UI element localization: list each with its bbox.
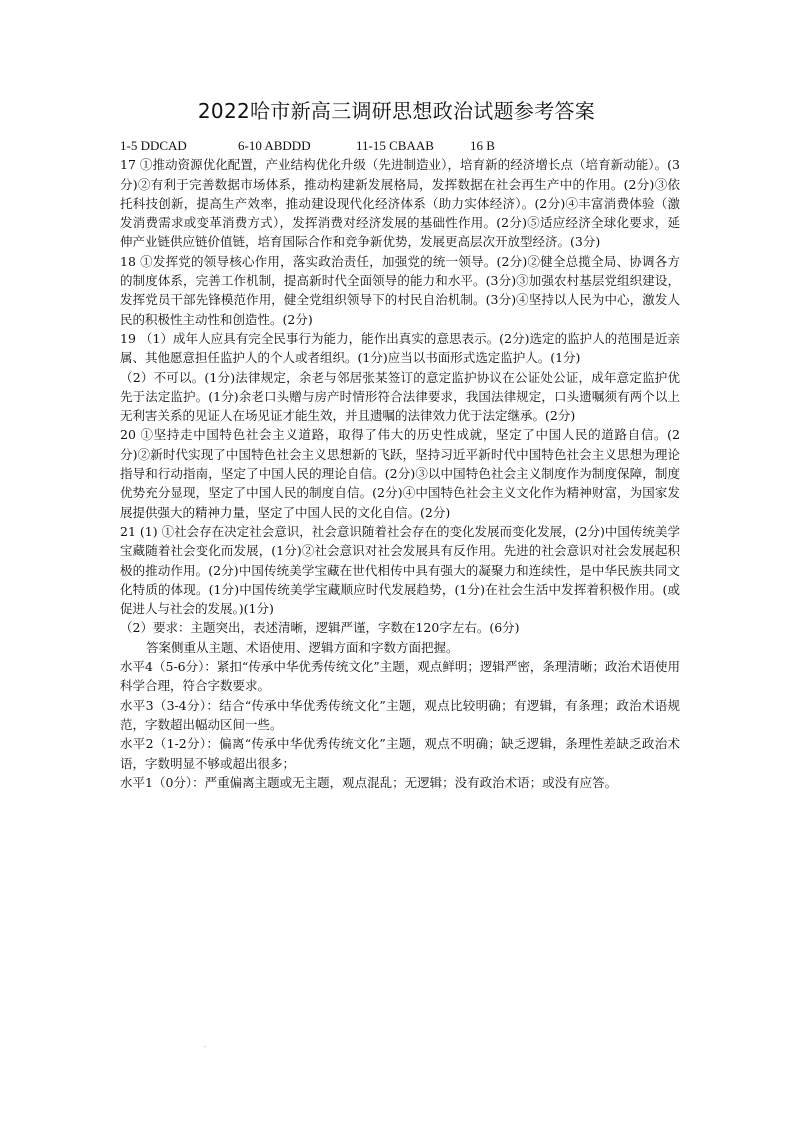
answer-21-part-1: 21 (1) ①社会存在决定社会意识，社会意识随着社会存在的变化发展而变化发展，(2分)中国传统美学宝藏随着社会变化而发展，(1分)②社会意识对社会发展具有反作用。先进的社会意识对社会发展起积极的推动作用。(2分)中国传统美学宝藏在世代相传中具有强大的凝聚力和连续性，是中华民族共同文化特质的体现。(1分)中国传统美学宝藏顺应时代发展趋势，(1分)在社会生活中发挥着积极作用。(或促进人与社会的发展。)(1分) (120, 523, 680, 617)
grading-level-1: 水平1（0分）：严重偏离主题或无主题，观点混乱；无逻辑；没有政治术语；或没有应答。 (120, 774, 618, 790)
answer-content (120, 136, 680, 792)
grading-level-3: 水平3（3-4分）：结合“传承中华优秀传统文化”主题，观点比较明确；有逻辑，有条理；政治术语规范，字数超出幅动区间一些。 (120, 697, 680, 732)
page-speck (204, 1046, 206, 1047)
grading-note: 答案侧重从主题、术语使用、逻辑方面和字数方面把握。 (146, 639, 459, 655)
mc-answers-6-10: 6-10 ABDDD (238, 138, 311, 153)
mc-answers-11-15: 11-15 CBAAB (356, 138, 434, 153)
grading-level-4: 水平4（5-6分）：紧扣“传承中华优秀传统文化”主题，观点鲜明；逻辑严密，条理清晰；政治术语使用科学合理，符合字数要求。 (120, 659, 680, 694)
answer-21-part-2: （2）要求：主题突出，表述清晰，逻辑严谨，字数在120字左右。(6分) (120, 620, 520, 636)
document-title: 2022哈市新高三调研思想政治试题参考答案 (197, 99, 596, 123)
mc-answers-1-5: 1-5 DDCAD (120, 138, 187, 153)
answer-19-part-2: （2）不可以。(1分)法律规定，余老与邻居张某签订的意定监护协议在公证处公证，成年意定监护优先于法定监护。(1分)余老口头赠与房产时情形符合法律要求，我国法律规定，口头遗嘱须有两个以上无利害关系的见证人在场见证才能生效，并且遗嘱的法律效力优于法定继承。(2分) (120, 369, 680, 424)
mc-answer-16: 16 B (470, 138, 495, 153)
multiple-choice-answers (120, 136, 680, 155)
answer-19-part-1: 19 （1）成年人应具有完全民事行为能力，能作出真实的意思表示。(2分)选定的监护人的范围是近亲属、其他愿意担任监护人的个人或者组织。(1分)应当以书面形式选定监护人。(1分) (120, 330, 680, 366)
grading-level-2: 水平2（1-2分）：偏离“传承中华优秀传统文化”主题，观点不明确；缺乏逻辑，条理性差缺乏政治术语，字数明显不够或超出很多； (120, 736, 680, 771)
answer-20: 20 ①坚持走中国特色社会主义道路，取得了伟大的历史性成就，坚定了中国人民的道路自信。(2分)②新时代实现了中国特色社会主义思想新的飞跃，坚持习近平新时代中国特色社会主义思想为理论指导和行动指南，坚定了中国人民的理论自信。(2分)③以中国特色社会主义制度作为制度保障，制度优势充分显现，坚定了中国人民的制度自信。(2分)④中国特色社会主义文化作为精神财富，为国家发展提供强大的精神力量，坚定了中国人民的文化自信。(2分) (120, 427, 680, 520)
answer-18: 18 ①发挥党的领导核心作用，落实政治责任，加强党的统一领导。(2分)②健全总揽全局、协调各方的制度体系，完善工作机制，提高新时代全面领导的能力和水平。(3分)③加强农村基层党组织建设，发挥党员干部先锋模范作用，健全党组织领导下的村民自治机制。(3分)④坚持以人民为中心，激发人民的积极性主动性和创造性。(2分) (120, 253, 680, 327)
answer-17: 17 ①推动资源优化配置，产业结构优化升级（先进制造业），培育新的经济增长点（培育新动能）。(3分)②有利于完善数据市场体系，推动构建新发展格局，发挥数据在社会再生产中的作用。(2分)③依托科技创新，提高生产效率，推动建设现代化经济体系（助力实体经济）。(2分)④丰富消费体验（激发消费需求或变革消费方式），发挥消费对经济发展的基础性作用。(2分)⑤适应经济全球化要求，延伸产业链供应链价值链，培育国际合作和竞争新优势，发展更高层次开放型经济。(3分) (120, 157, 680, 250)
